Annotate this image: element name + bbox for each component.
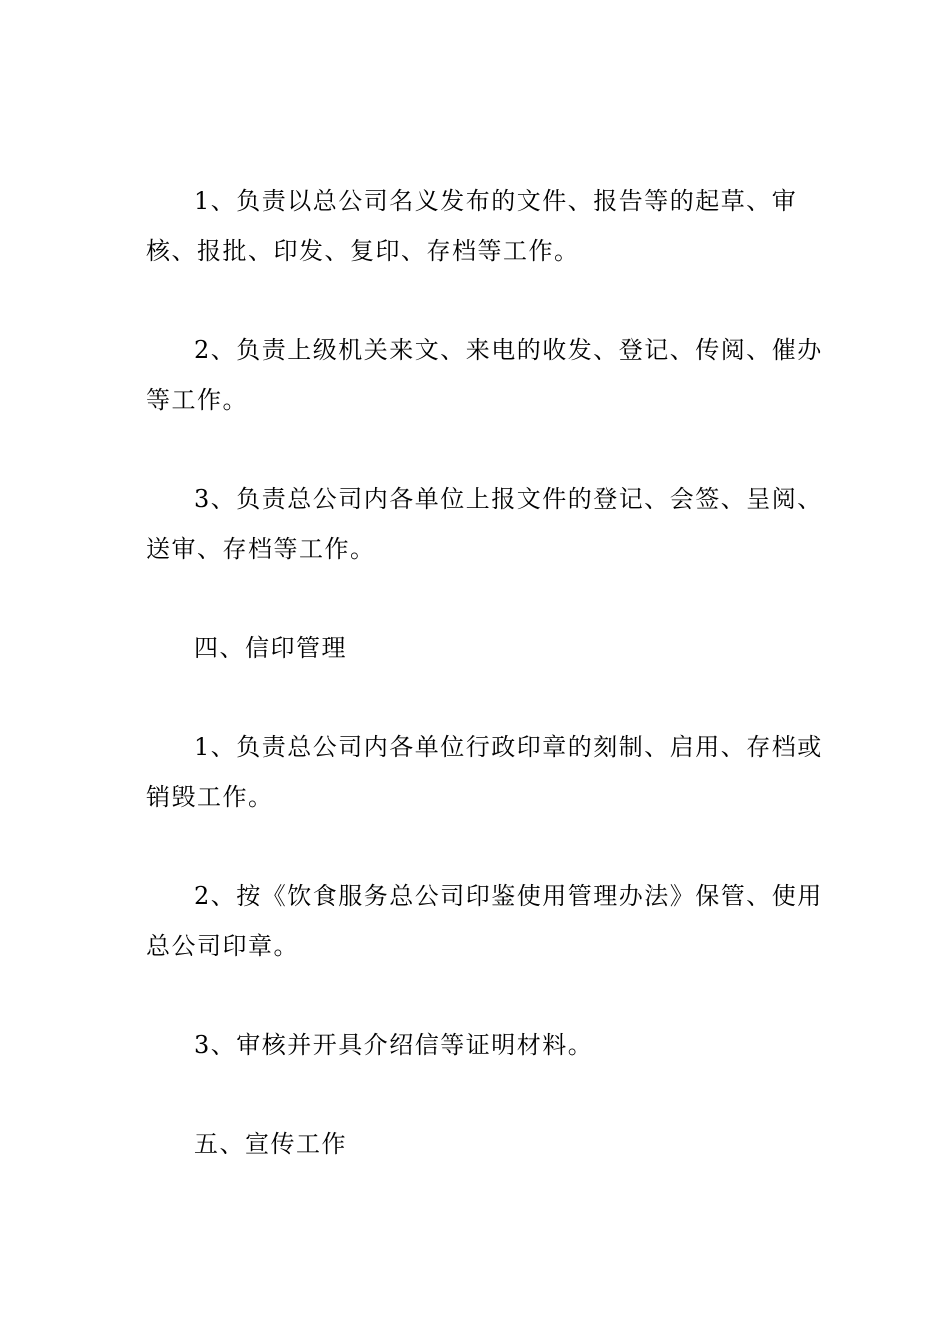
paragraph-4-3: 3、审核并开具介绍信等证明材料。: [194, 1031, 594, 1059]
paragraph-3: 3、负责总公司内各单位上报文件的登记、会签、呈阅、送审、存档等工作。: [146, 485, 823, 563]
section-heading-4: 四、信印管理: [194, 634, 347, 662]
paragraph-4-1: 1、负责总公司内各单位行政印章的刻制、启用、存档或销毁工作。: [146, 733, 823, 811]
paragraph-1: 1、负责以总公司名义发布的文件、报告等的起草、审核、报批、印发、复印、存档等工作。: [146, 187, 798, 265]
paragraph-gap: [146, 822, 836, 871]
paragraph-gap: [146, 673, 836, 722]
paragraph-2: 2、负责上级机关来文、来电的收发、登记、传阅、催办等工作。: [146, 336, 823, 414]
paragraph-gap: [146, 971, 836, 1020]
document-body: [146, 176, 836, 1169]
paragraph-gap: [146, 1070, 836, 1119]
paragraph-4-2: 2、按《饮食服务总公司印鉴使用管理办法》保管、使用总公司印章。: [146, 882, 823, 960]
paragraph-gap: [146, 276, 836, 325]
paragraph-gap: [146, 574, 836, 623]
paragraph-gap: [146, 425, 836, 474]
section-heading-5: 五、宣传工作: [194, 1130, 347, 1158]
